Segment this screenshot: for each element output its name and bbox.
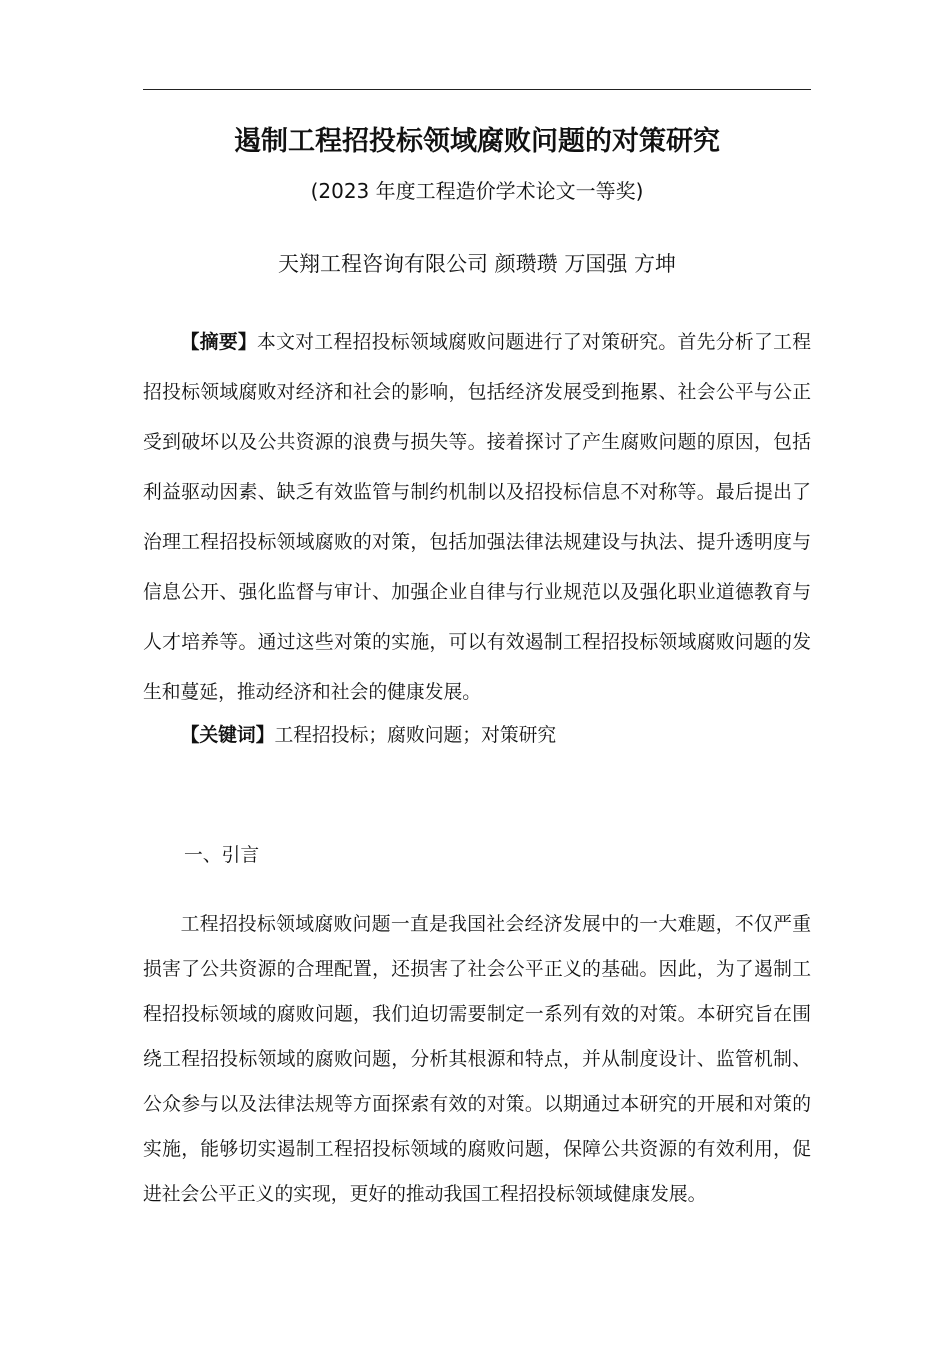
introduction-paragraph: 工程招投标领域腐败问题一直是我国社会经济发展中的一大难题，不仅严重损害了公共资源的合理配置，还损害了社会公平正义的基础。因此，为了遏制工程招投标领域的腐败问题，我们迫切需要制定一系列有效的对策。本研究旨在围绕工程招投标领域的腐败问题，分析其根源和特点，并从制度设计、监管机制、公众参与以及法律法规等方面探索有效的对策。以期通过本研究的开展和对策的实施，能够切实遏制工程招投标领域的腐败问题，保障公共资源的有效利用，促进社会公平正义的实现，更好的推动我国工程招投标领域健康发展。: [143, 914, 811, 1205]
header-rule: [143, 89, 811, 90]
paper-title: 遏制工程招投标领域腐败问题的对策研究: [234, 126, 720, 157]
author-line: 天翔工程咨询有限公司 颜瓒瓒 万国强 方坤: [277, 252, 677, 276]
abstract-paragraph: [143, 318, 811, 718]
abstract-label: 【摘要】: [180, 332, 258, 353]
award-subtitle: (2023 年度工程造价学术论文一等奖): [310, 179, 644, 203]
keywords-text: 工程招投标；腐败问题；对策研究: [274, 725, 557, 746]
keywords-paragraph: [143, 713, 811, 759]
keywords-label: 【关键词】: [180, 725, 275, 746]
abstract-text: 本文对工程招投标领域腐败问题进行了对策研究。首先分析了工程招投标领域腐败对经济和社会的影响，包括经济发展受到拖累、社会公平与公正受到破坏以及公共资源的浪费与损失等。接着探讨了产生腐败问题的原因，包括利益驱动因素、缺乏有效监管与制约机制以及招投标信息不对称等。最后提出了治理工程招投标领域腐败的对策，包括加强法律法规建设与执法、提升透明度与信息公开、强化监督与审计、加强企业自律与行业规范以及强化职业道德教育与人才培养等。通过这些对策的实施，可以有效遏制工程招投标领域腐败问题的发生和蔓延，推动经济和社会的健康发展。: [143, 332, 811, 703]
section-heading-introduction: 一、引言: [184, 845, 260, 866]
